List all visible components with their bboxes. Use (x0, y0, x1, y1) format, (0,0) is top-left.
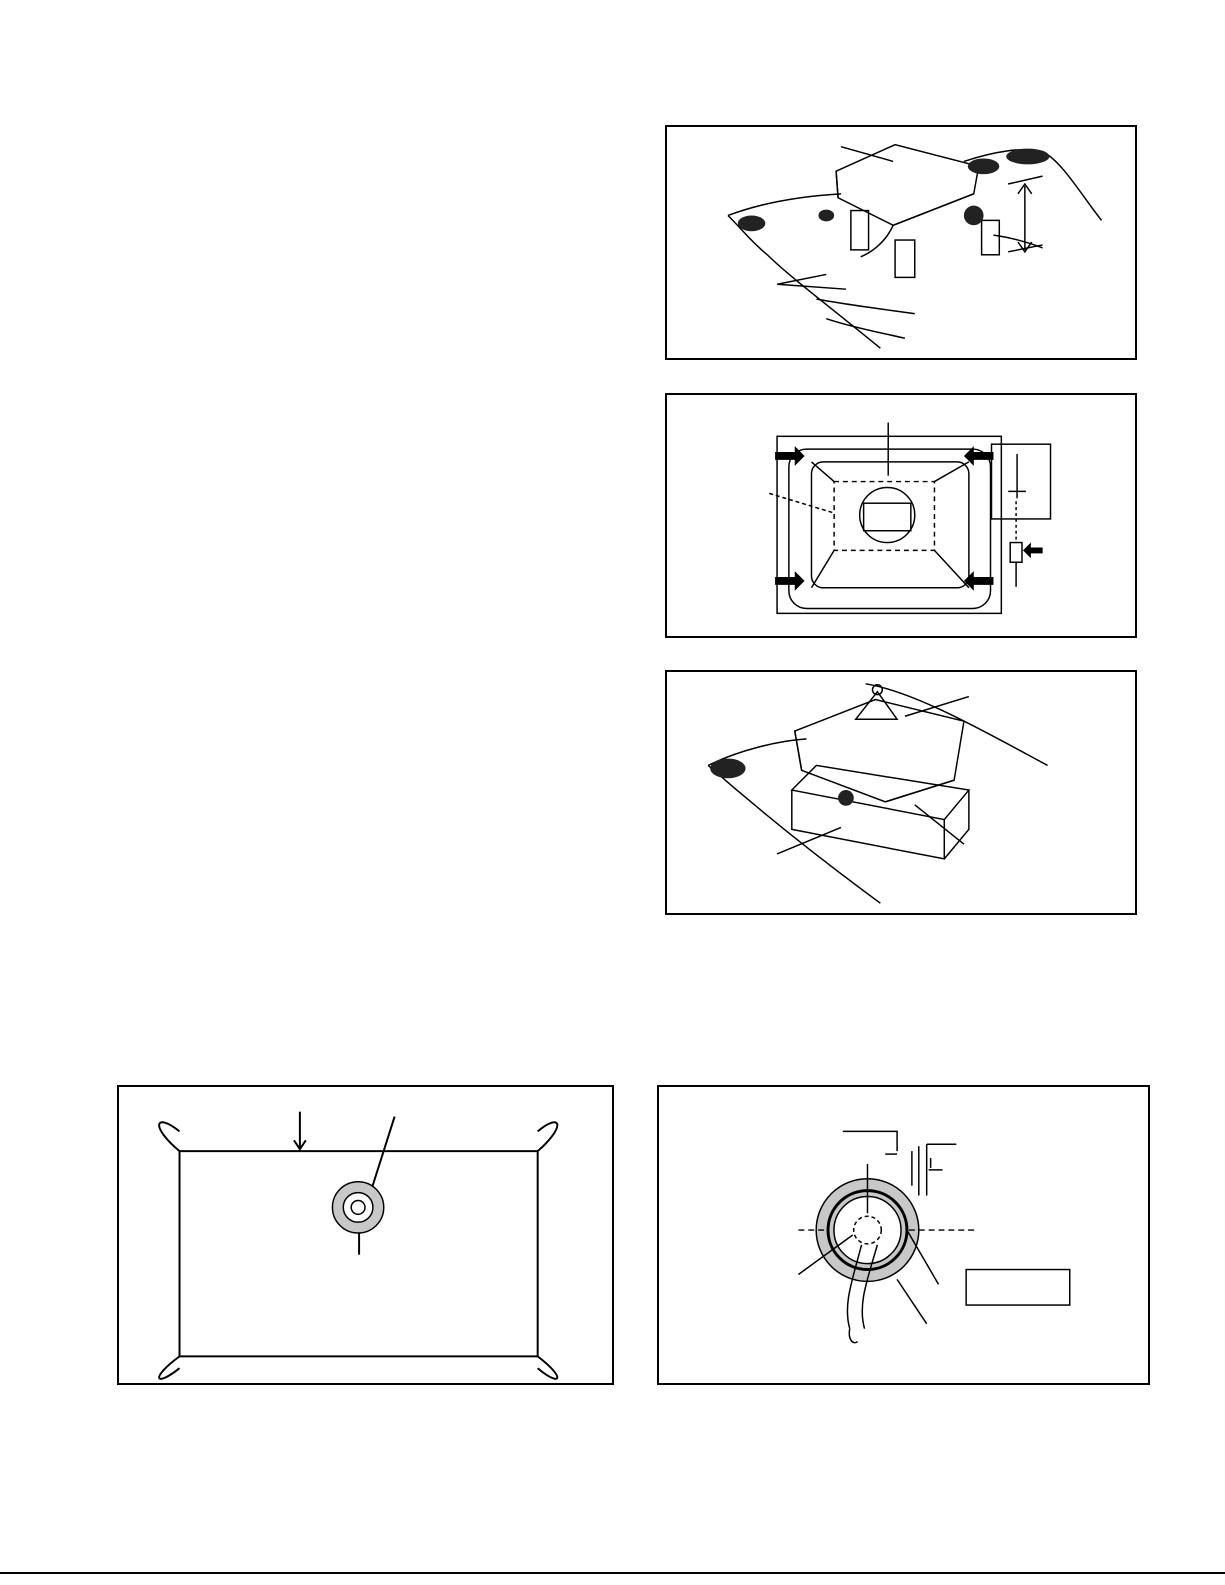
footer-rule (0, 1572, 1225, 1574)
figure-crt-lifted (665, 670, 1137, 915)
figure-cloth-covered-box (665, 125, 1137, 360)
figure-anode-cap-detail (657, 1085, 1150, 1385)
figure-crt-front-view (665, 393, 1137, 638)
illustration-anode-cap (659, 1087, 1148, 1383)
callout-box (966, 1270, 1070, 1306)
illustration-panel (119, 1087, 612, 1383)
illustration-covered-box (667, 127, 1135, 358)
illustration-crt-lift (667, 672, 1135, 913)
figure-panel-with-ring (117, 1085, 614, 1385)
illustration-crt-front (667, 395, 1135, 636)
